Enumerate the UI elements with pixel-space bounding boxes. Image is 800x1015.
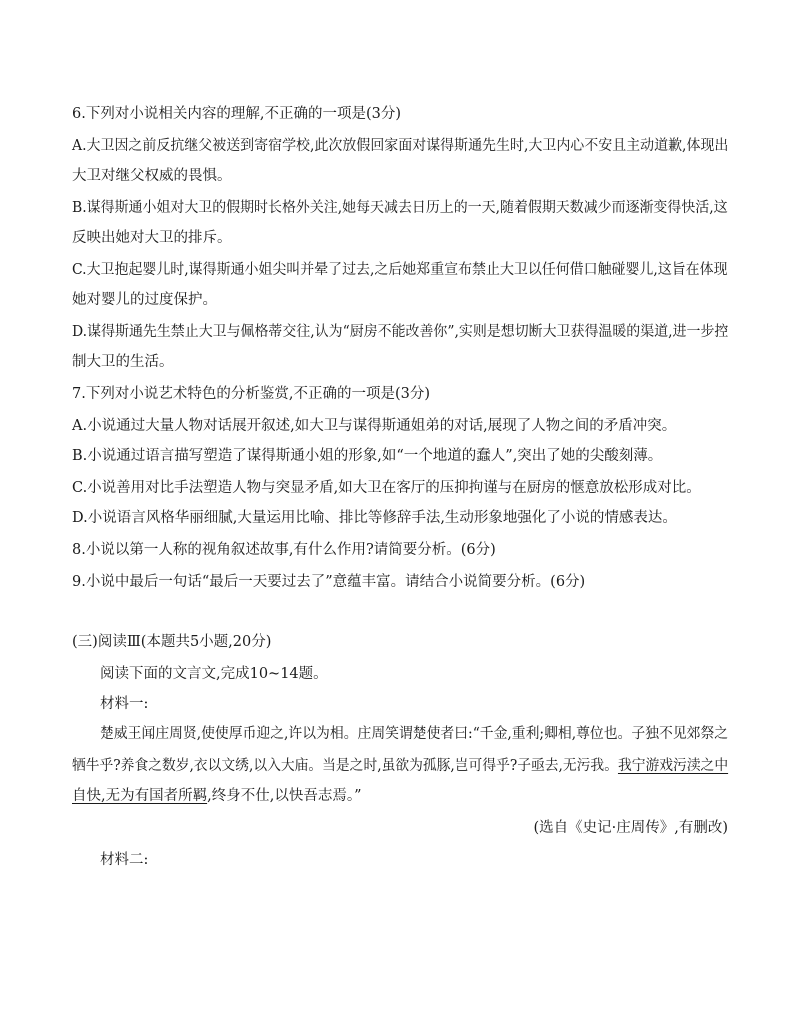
q8-question: 8.小说以第一人称的视角叙述故事,有什么作用?请简要分析。(6分) <box>72 542 496 558</box>
q7-option-c: C.小说善用对比手法塑造人物与突显矛盾,如大卫在客厅的压抑拘谨与在厨房的惬意放松形成对比。 <box>72 480 701 496</box>
material1-underlined-sentence-part1: 我宁游戏污渎之中 <box>617 758 729 774</box>
q6-stem: 6.下列对小说相关内容的理解,不正确的一项是(3分) <box>72 106 401 122</box>
q6-option-b-line1: B.谋得斯通小姐对大卫的假期时长格外关注,她每天减去日历上的一天,随着假期天数减少而逐渐变得快活,这 <box>72 200 728 216</box>
q9-question: 9.小说中最后一句话“最后一天要过去了”意蕴丰富。请结合小说简要分析。(6分) <box>72 574 586 590</box>
q6-option-b-line2: 反映出她对大卫的排斥。 <box>72 230 232 246</box>
material2-label: 材料二: <box>100 852 149 868</box>
q6-option-c-line1: C.大卫抱起婴儿时,谋得斯通小姐尖叫并晕了过去,之后她郑重宣布禁止大卫以任何借口触碰婴儿,这旨在体现 <box>72 262 728 278</box>
material1-line3-text: ,终身不仕,以快吾志焉。” <box>207 788 362 804</box>
q7-option-d: D.小说语言风格华丽细腻,大量运用比喻、排比等修辞手法,生动形象地强化了小说的情感表达。 <box>72 510 677 526</box>
q6-option-d-line2: 制大卫的生活。 <box>72 354 174 370</box>
q6-option-d-line1: D.谋得斯通先生禁止大卫与佩格蒂交往,认为“厨房不能改善你”,实则是想切断大卫获得温暖的渠道,进一步控 <box>72 324 729 340</box>
material1-line1: 楚威王闻庄周贤,使使厚币迎之,许以为相。庄周笑谓楚使者曰:“千金,重利;卿相,尊位也。子独不见郊祭之 <box>100 726 729 742</box>
material1-line2 <box>72 756 728 776</box>
material1-label: 材料一: <box>100 696 149 712</box>
q7-stem: 7.下列对小说艺术特色的分析鉴赏,不正确的一项是(3分) <box>72 386 430 402</box>
q7-option-a: A.小说通过大量人物对话展开叙述,如大卫与谋得斯通姐弟的对话,展现了人物之间的矛盾冲突。 <box>72 418 677 434</box>
q6-option-a-line2: 大卫对继父权威的畏惧。 <box>72 168 232 184</box>
q6-option-a-line1: A.大卫因之前反抗继父被送到寄宿学校,此次放假回家面对谋得斯通先生时,大卫内心不安且主动道歉,体现出 <box>72 138 729 154</box>
material1-source: (选自《史记·庄周传》,有删改) <box>533 820 728 836</box>
material1-line2-text: 牺牛乎?养食之数岁,衣以文绣,以入大庙。当是之时,虽欲为孤豚,岂可得乎?子亟去,无污我。 <box>72 758 618 774</box>
q7-option-b: B.小说通过语言描写塑造了谋得斯通小姐的形象,如“一个地道的蠢人”,突出了她的尖酸刻薄。 <box>72 448 663 464</box>
section3-heading: (三)阅读Ⅲ(本题共5小题,20分) <box>72 634 272 650</box>
material1-line3 <box>72 786 362 806</box>
q6-option-c-line2: 她对婴儿的过度保护。 <box>72 292 217 308</box>
material1-underlined-sentence-part2: 自快,无为有国者所羁 <box>72 788 208 804</box>
reading-instruction: 阅读下面的文言文,完成10~14题。 <box>100 666 328 682</box>
